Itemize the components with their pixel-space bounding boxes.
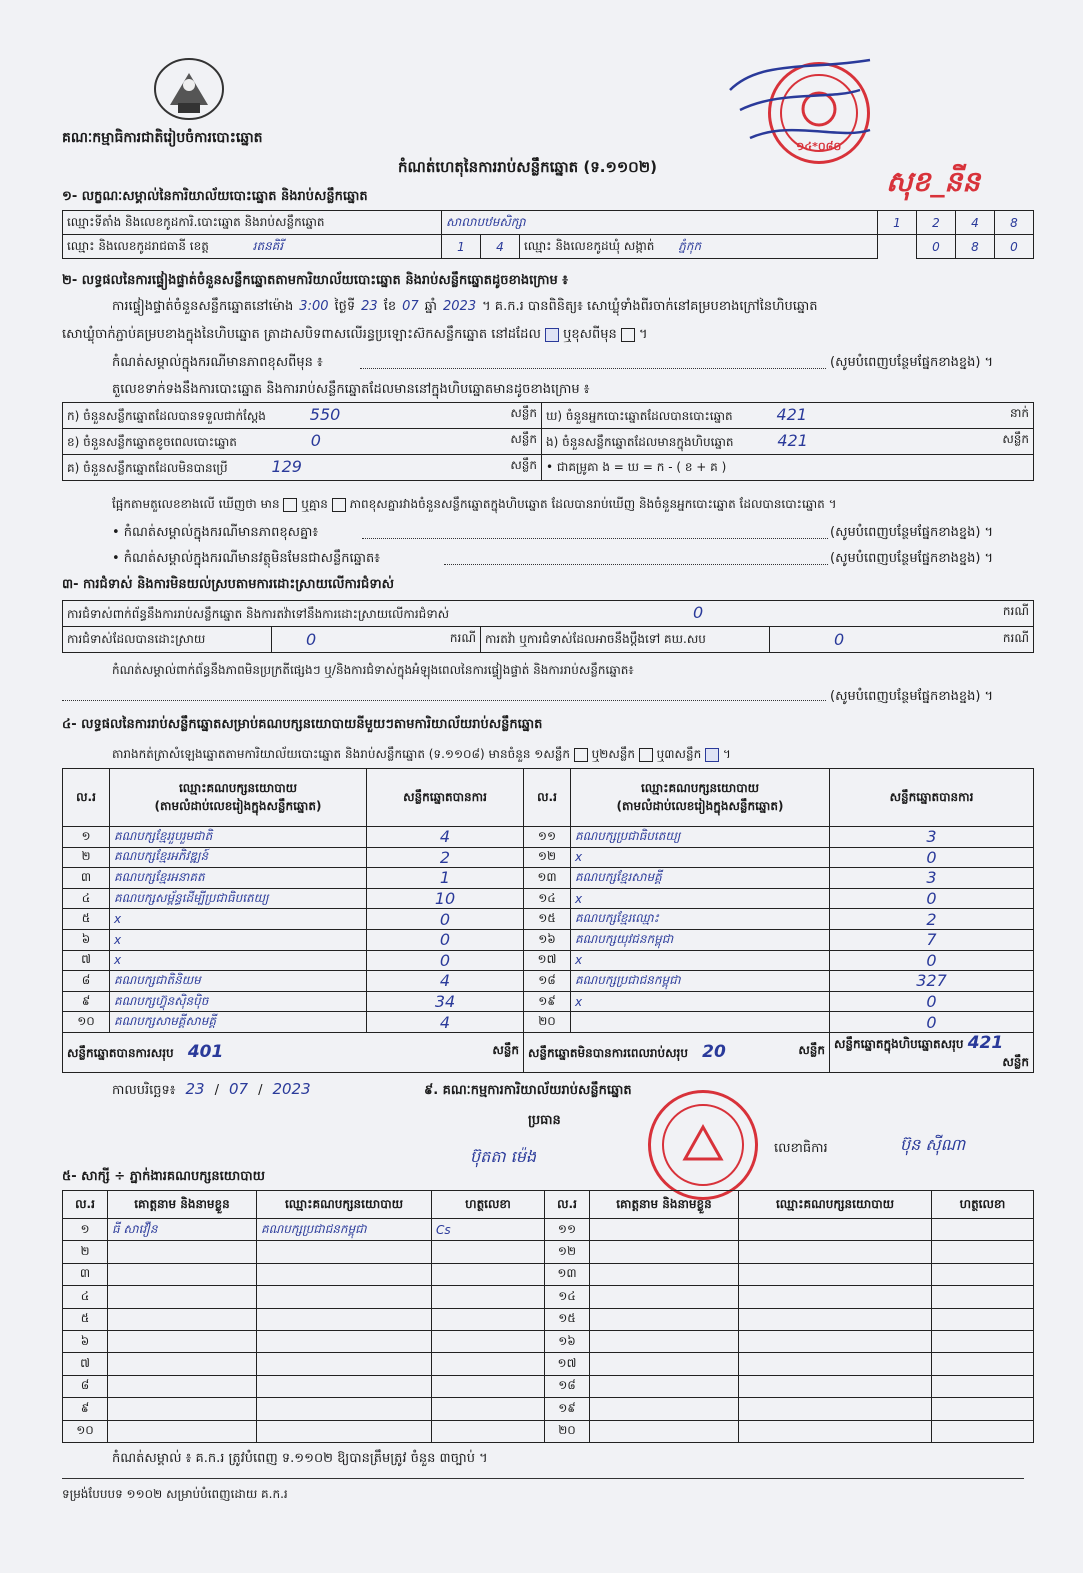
witness-no: ១៧ xyxy=(545,1353,590,1375)
result-party: គណបក្សប្រជាធិបតេយ្យ xyxy=(571,827,830,848)
location-label: ឈ្មោះទីតាំង និងលេខកូដការិ.បោះឆ្នោត និងរាប់សន្លឹកឆ្នោត xyxy=(63,211,442,235)
result-votes: 0 xyxy=(367,909,524,930)
results-table xyxy=(62,768,1034,1073)
witness-name xyxy=(108,1398,257,1420)
result-no: ១៥ xyxy=(524,909,571,930)
results-row xyxy=(63,1012,1034,1033)
witness-sign xyxy=(932,1353,1034,1375)
one-sheet-checkbox[interactable] xyxy=(574,748,588,762)
witness-party xyxy=(739,1241,932,1263)
witness-no: ១៤ xyxy=(545,1286,590,1308)
counting-committee: ៩. គណៈកម្មការការិយាល័យរាប់សន្លឹកឆ្នោត xyxy=(424,1083,632,1098)
received-row: ក) ចំនួនសន្លឹកឆ្នោតដែលបានទទួលជាក់ស្តែង 550 សន្លឹក xyxy=(63,403,542,429)
results-row xyxy=(63,929,1034,950)
result-votes: 2 xyxy=(367,847,524,868)
result-votes: 0 xyxy=(830,847,1034,868)
witness-row xyxy=(63,1219,1034,1241)
witness-party xyxy=(739,1330,932,1352)
section1-heading: ១- លក្ខណៈសម្គាល់នៃការិយាល័យបោះឆ្នោត និងរាប់សន្លឹកឆ្នោត xyxy=(62,189,368,204)
commune-code-3: 0 xyxy=(995,235,1034,259)
witness-sign xyxy=(432,1263,545,1285)
witness-name xyxy=(590,1398,739,1420)
witness-sign xyxy=(932,1219,1034,1241)
witness-no: ៤ xyxy=(63,1286,108,1308)
objection-appeal-label: ការតវ៉ា ឬការជំទាស់ដែលអាចនឹងប្តឹងទៅ គឃ.សប xyxy=(481,627,770,653)
result-no: ១០ xyxy=(63,1012,110,1033)
result-votes: 4 xyxy=(367,1012,524,1033)
province-code-1: 1 xyxy=(442,235,481,259)
result-votes: 0 xyxy=(830,950,1034,971)
witness-no: ១៨ xyxy=(545,1375,590,1397)
result-votes: 7 xyxy=(830,929,1034,950)
result-votes: 327 xyxy=(830,971,1034,992)
witness-party xyxy=(739,1420,932,1442)
witness-no: ៩ xyxy=(63,1398,108,1420)
witness-sign xyxy=(932,1241,1034,1263)
result-party: គណបក្សយុវជនកម្ពុជា xyxy=(571,929,830,950)
result-party: គណបក្សប្រជាជនកម្ពុជា xyxy=(571,971,830,992)
witness-sign xyxy=(432,1375,545,1397)
result-no: ១៦ xyxy=(524,929,571,950)
date-line: កាលបរិច្ឆេទ៖ 23 / 07 / 2023 xyxy=(112,1080,311,1098)
witness-name xyxy=(590,1330,739,1352)
section2-heading: ២- លទ្ធផលនៃការផ្ទៀងផ្ទាត់ចំនួនសន្លឹកឆ្នោតតាមការិយាល័យបោះឆ្នោត និងរាប់សន្លឹកឆ្នោតដូចខាងក្រោម ៖ xyxy=(62,273,568,288)
witness-sign xyxy=(932,1286,1034,1308)
witness-party xyxy=(257,1241,432,1263)
witness-party xyxy=(739,1375,932,1397)
witness-sign xyxy=(932,1263,1034,1285)
witness-name xyxy=(590,1263,739,1285)
result-no: ៧ xyxy=(63,950,110,971)
objection-appeal-value: 0 ករណី xyxy=(770,627,1034,653)
results-row xyxy=(63,950,1034,971)
witness-name xyxy=(590,1353,739,1375)
objection-resolved-label: ការជំទាស់ដែលបានដោះស្រាយ xyxy=(63,627,272,653)
result-party: គណបក្សខ្មែរសាមគ្គី xyxy=(571,868,830,889)
results-col-party: ឈ្មោះគណបក្សនយោបាយ (តាមលំដាប់លេខរៀងក្នុងសន្លឹកឆ្នោត) xyxy=(110,769,367,827)
witness-no: ២ xyxy=(63,1241,108,1263)
different-checkbox[interactable] xyxy=(621,328,635,342)
witness-col-name: គោត្តនាម និងនាមខ្លួន xyxy=(108,1191,257,1219)
witness-name xyxy=(590,1219,739,1241)
witness-party xyxy=(257,1286,432,1308)
result-party: គណបក្សសាមគ្គីសាមគ្គី xyxy=(110,1012,367,1033)
section1-table xyxy=(62,210,1034,259)
section3-heading: ៣- ការជំទាស់ និងការមិនយល់ស្របតាមការដោះស្រាយលើការជំទាស់ xyxy=(62,577,394,592)
committee-stamp-emblem-icon xyxy=(651,1093,755,1197)
witness-no: ១ xyxy=(63,1219,108,1241)
witness-no: ២០ xyxy=(545,1420,590,1442)
figures-intro: តួលេខទាក់ទងនឹងការបោះឆ្នោត និងការរាប់សន្លឹកឆ្នោតដែលមាននៅក្នុងហិបឆ្នោតមានដូចខាងក្រោម ៖ xyxy=(112,382,590,397)
two-sheet-checkbox[interactable] xyxy=(639,748,653,762)
has-difference-checkbox[interactable] xyxy=(283,498,297,512)
bullet-difference-suffix: (សូមបំពេញបន្ថែមផ្នែកខាងខ្នង) ។ xyxy=(830,525,994,540)
witness-no: ៣ xyxy=(63,1263,108,1285)
witness-name xyxy=(590,1241,739,1263)
results-row xyxy=(63,971,1034,992)
witness-no: ៦ xyxy=(63,1330,108,1352)
result-party: x xyxy=(110,950,367,971)
witness-sign xyxy=(432,1241,545,1263)
irregularity-note-suffix: (សូមបំពេញបន្ថែមផ្នែកខាងខ្នង) ។ xyxy=(830,689,994,704)
result-party: x xyxy=(110,909,367,930)
result-party: គណបក្សជាតិនិយម xyxy=(110,971,367,992)
province-code-2: 4 xyxy=(481,235,520,259)
nec-logo xyxy=(150,55,228,125)
result-votes: 4 xyxy=(367,971,524,992)
commune-label: ឈ្មោះ និងលេខកូដឃុំ សង្កាត់ ភ្នំកុក xyxy=(520,235,878,259)
witness-name xyxy=(108,1263,257,1285)
witness-col-sign-right: ហត្ថលេខា xyxy=(932,1191,1034,1219)
result-no: ៦ xyxy=(63,929,110,950)
total-invalid-cell: សន្លឹកឆ្នោតមិនបានការពេលរាប់សរុប 20 សន្លឹក xyxy=(524,1032,830,1072)
witness-party xyxy=(257,1330,432,1352)
witness-party xyxy=(739,1353,932,1375)
result-party: x xyxy=(571,888,830,909)
witness-row xyxy=(63,1420,1034,1442)
witness-sign xyxy=(932,1330,1034,1352)
result-votes: 3 xyxy=(830,827,1034,848)
witness-party xyxy=(257,1353,432,1375)
witness-row xyxy=(63,1241,1034,1263)
witness-party: គណបក្សប្រជាជនកម្ពុជា xyxy=(257,1219,432,1241)
witness-col-no: ល.រ xyxy=(63,1191,108,1219)
chair-label: ប្រធាន xyxy=(528,1113,561,1128)
witness-party xyxy=(257,1375,432,1397)
witness-party xyxy=(739,1263,932,1285)
witness-party xyxy=(257,1420,432,1442)
result-votes: 0 xyxy=(367,950,524,971)
bullet-nonballot: • កំណត់សម្គាល់ក្នុងករណីមានវត្ថុមិនមែនជាសន្លឹកឆ្នោត៖ xyxy=(112,551,380,566)
result-votes: 0 xyxy=(830,1012,1034,1033)
in-box-row: ង) ចំនួនសន្លឹកឆ្នោតដែលមានក្នុងហិបឆ្នោត 421 សន្លឹក xyxy=(542,429,1034,455)
witness-col-party-right: ឈ្មោះគណបក្សនយោបាយ xyxy=(739,1191,932,1219)
witness-row xyxy=(63,1375,1034,1397)
witness-sign xyxy=(932,1420,1034,1442)
total-valid-cell: សន្លឹកឆ្នោតបានការសរុប 401 សន្លឹក xyxy=(63,1032,524,1072)
blue-signature xyxy=(720,50,880,150)
section4-heading: ៤- លទ្ធផលនៃការរាប់សន្លឹកឆ្នោតសម្រាប់គណបក្សនយោបាយនីមួយៗតាមការិយាល័យរាប់សន្លឹកឆ្នោត xyxy=(62,717,543,732)
witness-no: ១៣ xyxy=(545,1263,590,1285)
result-votes: 0 xyxy=(830,991,1034,1012)
stamp-signature-name: សុខ_នីន xyxy=(886,165,980,198)
witness-no: ១០ xyxy=(63,1420,108,1442)
result-party: គណបក្សសម្ព័ន្ធដើម្បីប្រជាធិបតេយ្យ xyxy=(110,888,367,909)
witness-name xyxy=(590,1375,739,1397)
result-no: ១ xyxy=(63,827,110,848)
witness-name xyxy=(590,1420,739,1442)
witness-no: ៧ xyxy=(63,1353,108,1375)
witness-table xyxy=(62,1190,1034,1443)
witness-row xyxy=(63,1330,1034,1352)
witness-party xyxy=(257,1263,432,1285)
results-row xyxy=(63,909,1034,930)
result-no: ២០ xyxy=(524,1012,571,1033)
witness-row xyxy=(63,1286,1034,1308)
bullet-nonballot-suffix: (សូមបំពេញបន្ថែមផ្នែកខាងខ្នង) ។ xyxy=(830,551,994,566)
voted-row: ឃ) ចំនួនអ្នកបោះឆ្នោតដែលបានបោះឆ្នោត 421 នាក់ xyxy=(542,403,1034,429)
witness-no: ១២ xyxy=(545,1241,590,1263)
result-votes: 2 xyxy=(830,909,1034,930)
witness-no: ៨ xyxy=(63,1375,108,1397)
witness-name xyxy=(108,1308,257,1330)
result-votes: 1 xyxy=(367,868,524,889)
sheet-count-line: តារាងកត់ត្រាសំឡេងឆ្នោតតាមការិយាល័យបោះឆ្នោត និងរាប់សន្លឹកឆ្នោត (ទ.១១០៨) មានចំនួន ១សន្លឹក ឬ២សន្លឹក ឬ៣សន្លឹក ។ xyxy=(112,747,731,761)
witness-party xyxy=(739,1286,932,1308)
formula-row: • ជាគម្រូគា ង = ឃ = ក - ( ខ + គ ) xyxy=(542,455,1034,481)
witness-party xyxy=(257,1398,432,1420)
location-code-3: 4 xyxy=(956,211,995,235)
result-party: គណបក្សខ្មែររួបរួមជាតិ xyxy=(110,827,367,848)
witness-sign xyxy=(432,1308,545,1330)
committee-stamp xyxy=(648,1090,758,1200)
witness-no: ១៩ xyxy=(545,1398,590,1420)
result-votes: 34 xyxy=(367,991,524,1012)
witness-party xyxy=(739,1398,932,1420)
witness-party xyxy=(257,1308,432,1330)
secretary-label: លេខាធិការ xyxy=(774,1141,828,1156)
witness-no: ១៥ xyxy=(545,1308,590,1330)
witness-name xyxy=(108,1241,257,1263)
witness-name xyxy=(108,1375,257,1397)
witness-no: ៥ xyxy=(63,1308,108,1330)
witness-name: ធី សាវឿន xyxy=(108,1219,257,1241)
secretary-signature: ប៊ុន ស៊ីណា xyxy=(900,1135,966,1154)
results-col-no: ល.រ xyxy=(63,769,110,827)
province-label: ឈ្មោះ និងលេខកូដរាជធានី ខេត្ត រតនគិរី xyxy=(63,235,442,259)
result-party: x xyxy=(571,950,830,971)
witness-party xyxy=(739,1308,932,1330)
section2-para2: សោឃ្លុំចាក់ភ្ជាប់គម្របខាងក្នុងនៃហិបឆ្នោត ត្រាដាសបិទពាសលើរន្ធប្រឡោះស៊កសន្លឹកឆ្នោត នៅដដែល ឬខុសពីមុន ។ xyxy=(62,327,648,342)
result-no: ៨ xyxy=(63,971,110,992)
witness-sign xyxy=(432,1353,545,1375)
witness-name xyxy=(108,1353,257,1375)
witness-row xyxy=(63,1398,1034,1420)
result-party: គណបក្សខ្មែរឈ្មោះ xyxy=(571,909,830,930)
section2-para1: ការផ្ទៀងផ្ទាត់ចំនួនសន្លឹកឆ្នោតនៅម៉ោង 3:00 ថ្ងៃទី 23 ខែ 07 ឆ្នាំ 2023 ។ គ.ក.រ បានពិនិត្យ៖ សោឃ្លុំទាំងពីរចាក់នៅគម្របខាងក្រៅនៃហិបឆ្នោត xyxy=(112,299,818,314)
witness-col-name-right: គោត្តនាម និងនាមខ្លួន xyxy=(590,1191,739,1219)
results-row xyxy=(63,847,1034,868)
witness-name xyxy=(590,1308,739,1330)
result-votes: 0 xyxy=(830,888,1034,909)
result-votes: 3 xyxy=(830,868,1034,889)
result-party: គណបក្សខ្មែរអភិវឌ្ឍន៍ xyxy=(110,847,367,868)
result-party: គណបក្សខ្មែរអនាគត xyxy=(110,868,367,889)
total-box-cell: សន្លឹកឆ្នោតក្នុងហិបឆ្នោតសរុប 421 សន្លឹក xyxy=(830,1032,1034,1072)
result-no: ៩ xyxy=(63,991,110,1012)
witness-sign xyxy=(932,1398,1034,1420)
result-no: ១៨ xyxy=(524,971,571,992)
stamp-code: ១៤*០៨០ xyxy=(796,140,842,153)
result-no: ៤ xyxy=(63,888,110,909)
objection-row-1: ការជំទាស់ពាក់ព័ន្ធនឹងការរាប់សន្លឹកឆ្នោត និងការតវ៉ាទៅនឹងការដោះស្រាយលើការជំទាស់ 0 ករណី xyxy=(63,601,1034,627)
results-row xyxy=(63,827,1034,848)
witness-sign xyxy=(432,1398,545,1420)
commune-code-1: 0 xyxy=(917,235,956,259)
unused-row: គ) ចំនួនសន្លឹកឆ្នោតដែលមិនបានប្រើ 129 សន្លឹក xyxy=(63,455,542,481)
location-value: សាលាបឋមសិក្សា xyxy=(442,211,878,235)
result-party: x xyxy=(571,991,830,1012)
witness-row xyxy=(63,1353,1034,1375)
witness-sign: Cs xyxy=(432,1219,545,1241)
result-no: ២ xyxy=(63,847,110,868)
result-no: ៣ xyxy=(63,868,110,889)
commune-code-2: 8 xyxy=(956,235,995,259)
results-col-party-right: ឈ្មោះគណបក្សនយោបាយ (តាមលំដាប់លេខរៀងក្នុងសន្លឹកឆ្នោត) xyxy=(571,769,830,827)
result-votes: 0 xyxy=(367,929,524,950)
witness-no: ១១ xyxy=(545,1219,590,1241)
witness-name xyxy=(590,1286,739,1308)
form-footer: ទម្រង់បែបបទ ១១០២ សម្រាប់បំពេញដោយ គ.ក.រ xyxy=(62,1487,288,1501)
objection-resolved-value: 0 ករណី xyxy=(272,627,481,653)
chair-signature: ប៊ុតតា ម៉េង xyxy=(470,1147,537,1166)
no-difference-checkbox[interactable] xyxy=(332,498,346,512)
location-code-4: 8 xyxy=(995,211,1034,235)
result-party: គណបក្សហ៊្វុនស៊ិនប៉ិច xyxy=(110,991,367,1012)
form-title: កំណត់ហេតុនៃការរាប់សន្លឹកឆ្នោត (ទ.១១០២) xyxy=(398,158,658,176)
result-no: ១៩ xyxy=(524,991,571,1012)
results-row xyxy=(63,888,1034,909)
location-code-2: 2 xyxy=(917,211,956,235)
result-no: ១១ xyxy=(524,827,571,848)
three-sheet-checkbox[interactable] xyxy=(705,748,719,762)
committee-name: គណៈកម្មាធិការជាតិរៀបចំការបោះឆ្នោត xyxy=(62,130,263,146)
witness-col-party: ឈ្មោះគណបក្សនយោបាយ xyxy=(257,1191,432,1219)
form-note: កំណត់សម្គាល់ ៖ គ.ក.រ ត្រូវបំពេញ ទ.១១០២ ឱ្យបានត្រឹមត្រូវ ចំនួន ៣ច្បាប់ ។ xyxy=(112,1451,488,1466)
location-code-1: 1 xyxy=(878,211,917,235)
irregularity-note: កំណត់សម្គាល់ពាក់ព័ន្ធនឹងភាពមិនប្រក្រតីផ្សេងៗ ឬ/និងការជំទាស់ក្នុងអំឡុងពេលនៃការផ្ទៀងផ្ទាត់ និងការរាប់សន្លឹកឆ្នោត៖ xyxy=(112,663,634,677)
result-no: ១៣ xyxy=(524,868,571,889)
results-row xyxy=(63,868,1034,889)
difference-note: កំណត់សម្គាល់ក្នុងករណីមានភាពខុសពីមុន ៖ xyxy=(112,355,323,370)
results-col-votes: សន្លឹកឆ្នោតបានការ xyxy=(367,769,524,827)
witness-sign xyxy=(432,1286,545,1308)
section5-heading: ៥- សាក្សី ÷ ភ្នាក់ងារគណបក្សនយោបាយ xyxy=(62,1169,265,1184)
figures-table xyxy=(62,402,1034,481)
result-party: x xyxy=(110,929,367,950)
witness-row xyxy=(63,1263,1034,1285)
result-party xyxy=(571,1012,830,1033)
bullet-difference: • កំណត់សម្គាល់ក្នុងករណីមានភាពខុសគ្នា៖ xyxy=(112,525,319,540)
witness-row xyxy=(63,1308,1034,1330)
compare-line: ផ្អែកតាមតួលេខខាងលើ ឃើញថា មាន ឬគ្មាន ភាពខុសគ្នារវាងចំនួនសន្លឹកឆ្នោតក្នុងហិបឆ្នោត ដែលបានរាប់ឃើញ និងចំនួនអ្នកបោះឆ្នោត ដែលបានបោះឆ្នោត ។ xyxy=(112,497,837,511)
result-no: ១៧ xyxy=(524,950,571,971)
witness-col-sign: ហត្ថលេខា xyxy=(432,1191,545,1219)
objections-table xyxy=(62,600,1034,653)
same-checkbox[interactable] xyxy=(545,328,559,342)
result-no: ៥ xyxy=(63,909,110,930)
witness-party xyxy=(739,1219,932,1241)
results-row xyxy=(63,991,1034,1012)
result-no: ១៤ xyxy=(524,888,571,909)
witness-no: ១៦ xyxy=(545,1330,590,1352)
witness-name xyxy=(108,1420,257,1442)
witness-col-no-right: ល.រ xyxy=(545,1191,590,1219)
witness-sign xyxy=(932,1308,1034,1330)
result-no: ១២ xyxy=(524,847,571,868)
result-votes: 4 xyxy=(367,827,524,848)
results-col-votes-right: សន្លឹកឆ្នោតបានការ xyxy=(830,769,1034,827)
witness-name xyxy=(108,1330,257,1352)
difference-note-suffix: (សូមបំពេញបន្ថែមផ្នែកខាងខ្នង) ។ xyxy=(830,355,994,370)
result-votes: 10 xyxy=(367,888,524,909)
results-col-no-right: ល.រ xyxy=(524,769,571,827)
witness-sign xyxy=(932,1375,1034,1397)
witness-sign xyxy=(432,1420,545,1442)
witness-sign xyxy=(432,1330,545,1352)
result-party: x xyxy=(571,847,830,868)
witness-name xyxy=(108,1286,257,1308)
spoiled-row: ខ) ចំនួនសន្លឹកឆ្នោតខូចពេលបោះឆ្នោត 0 សន្លឹក xyxy=(63,429,542,455)
